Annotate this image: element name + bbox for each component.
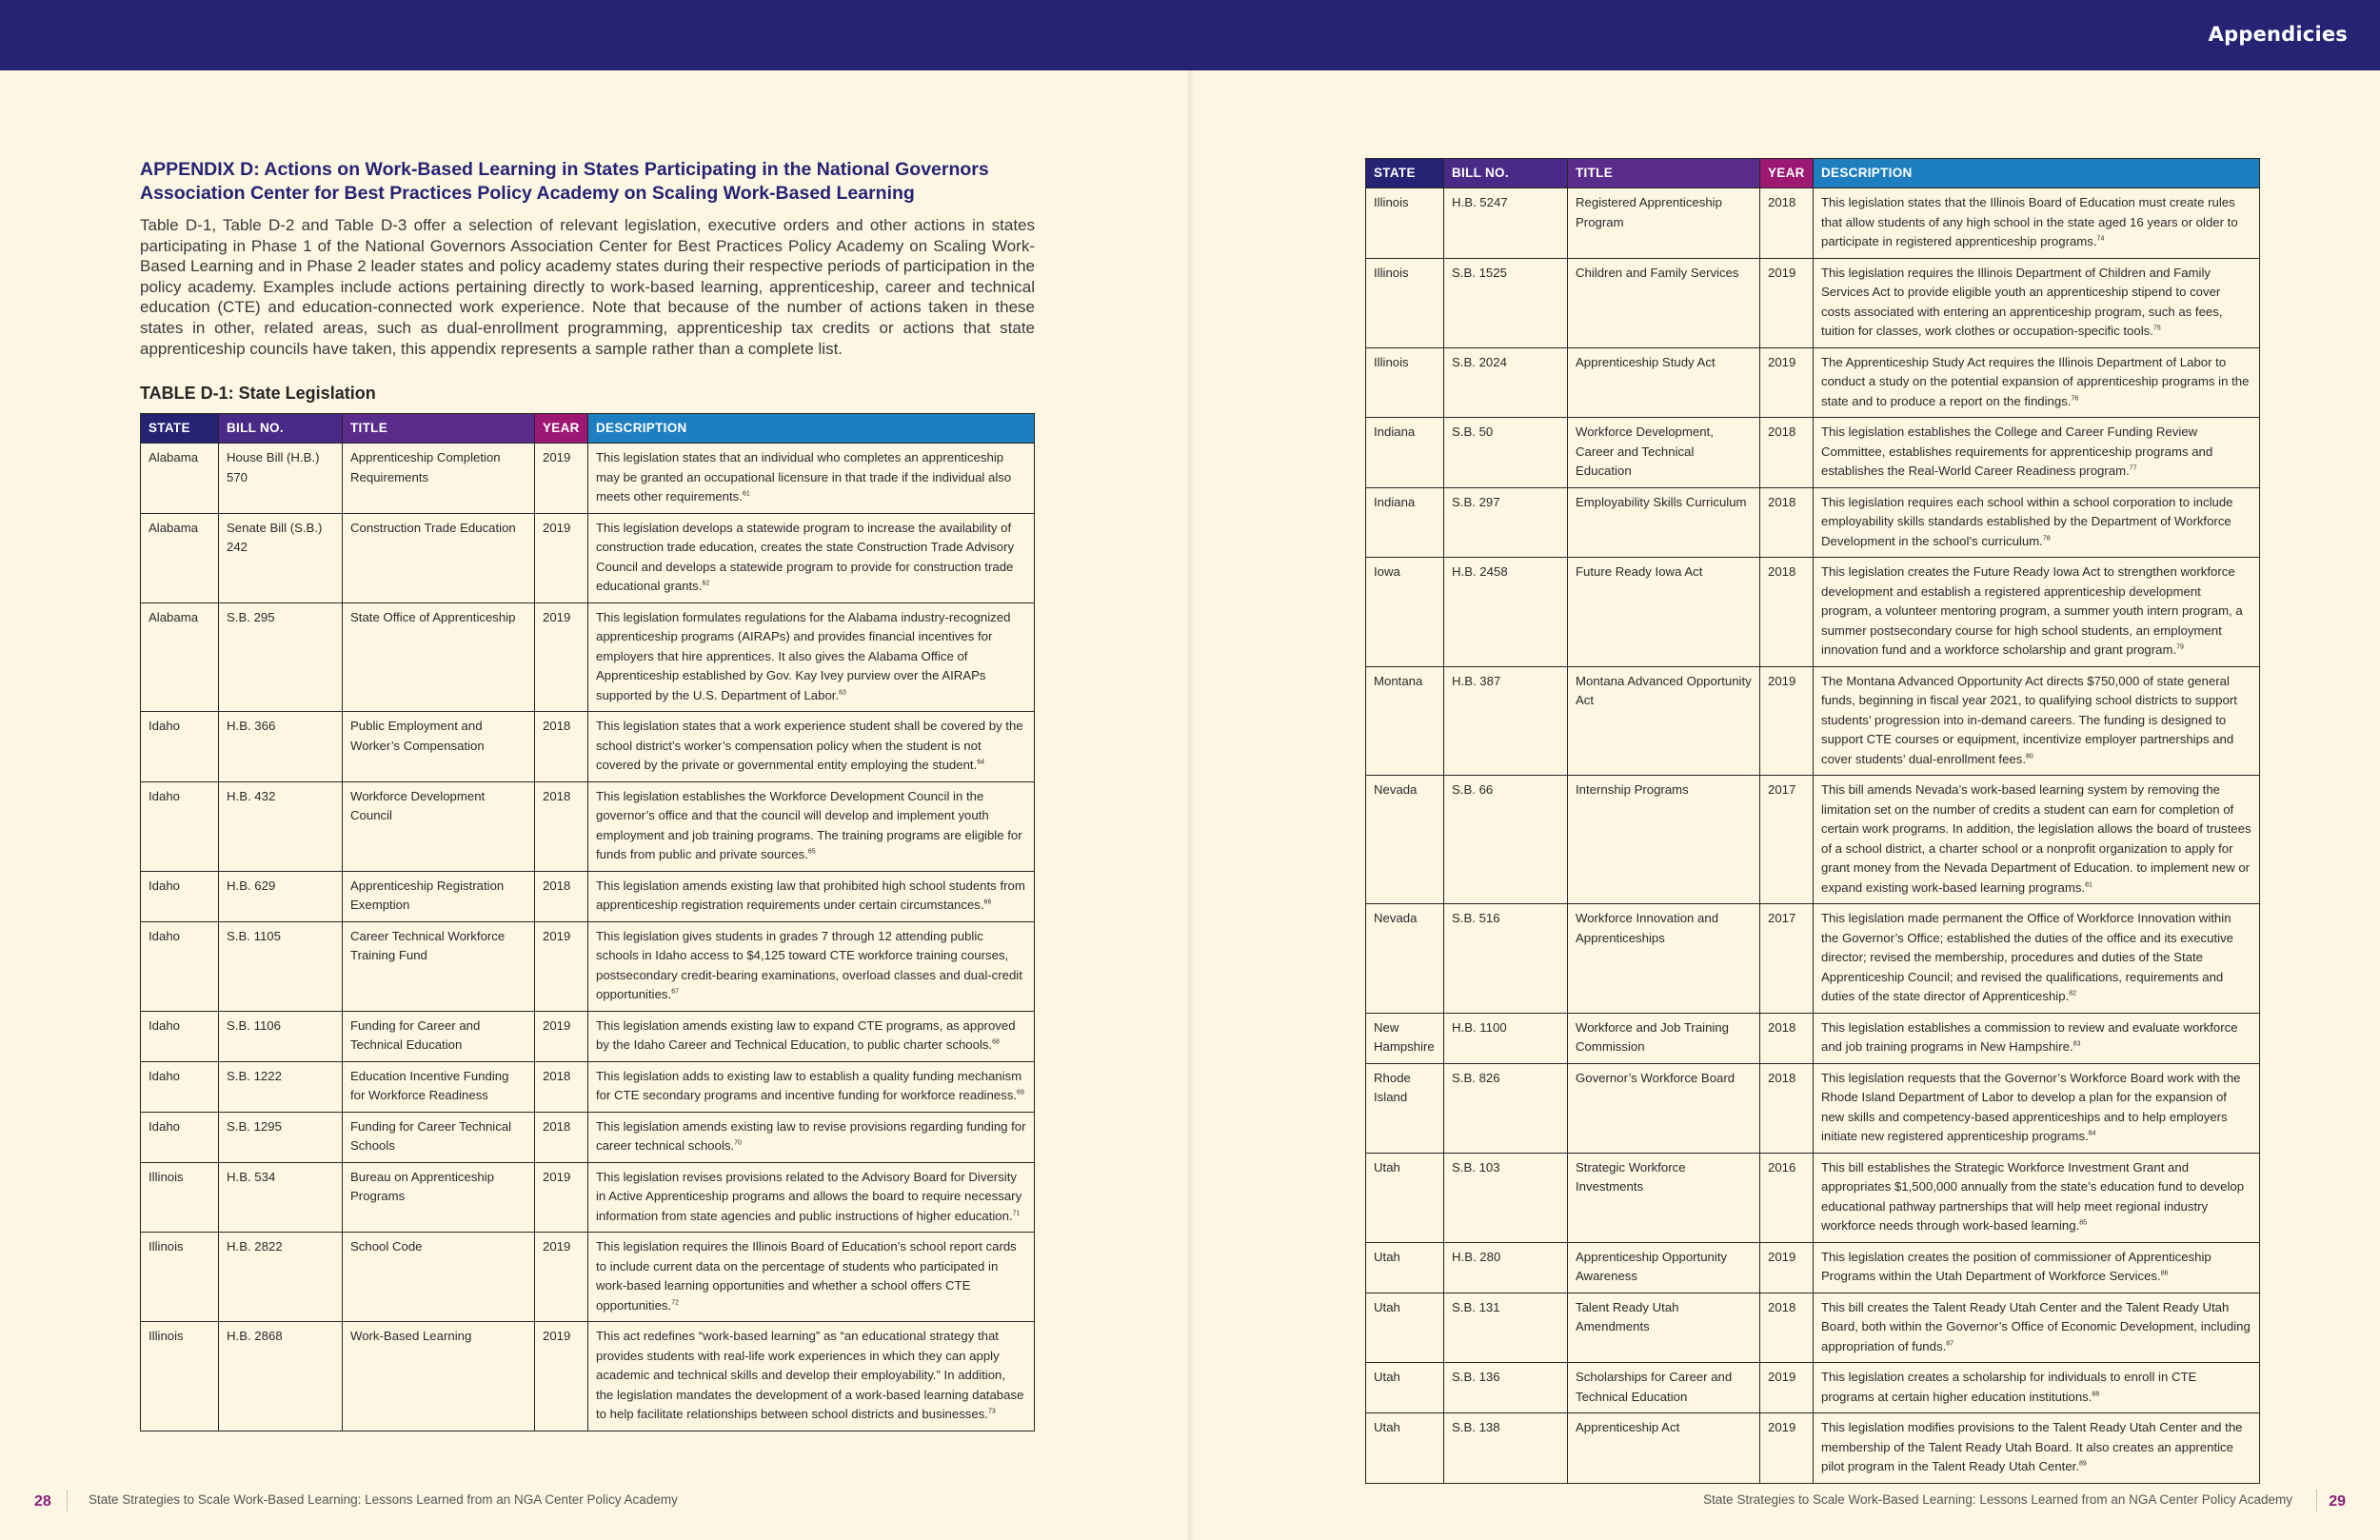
cell-title: School Code [343,1233,535,1322]
cell-title: Scholarships for Career and Technical Education [1568,1363,1760,1413]
description-text: This legislation amends existing law to expand CTE programs, as approved by the Idaho Career and Technical Education, to public charter schools. [596,1017,1016,1053]
description-text: This legislation states that an individual who completes an apprenticeship may be granted an occupational licensure in that trade if the individual also meets other requirements. [596,450,1012,504]
cell-description [588,1162,1035,1233]
description-text: This legislation requires each school within a school corporation to include employability skills standards established by the Department of Workforce Development in the school’s curriculum. [1821,494,2233,548]
cell-title: Construction Trade Education [343,513,535,602]
table-row [1366,1013,2260,1063]
cell-state: Utah [1366,1363,1444,1413]
cell-description [588,1112,1035,1162]
description-text: This legislation gives students in grades 7 through 12 attending public schools in Idaho access to $4,125 toward CTE workforce training courses, postsecondary credit-bearing examinations, overload classes and dual-credit opportunities. [596,928,1022,1002]
table-row [141,513,1035,602]
footnote-marker: 68 [992,1038,1000,1046]
footnote-marker: 73 [987,1408,996,1415]
table-row [141,1322,1035,1431]
footnote-marker: 89 [2079,1460,2087,1468]
cell-title: Apprenticeship Completion Requirements [343,444,535,514]
cell-bill-number: Senate Bill (S.B.) 242 [219,513,343,602]
footnote-marker: 86 [2160,1270,2169,1277]
footnote-marker: 79 [2176,643,2184,651]
table-row [1366,1363,2260,1413]
cell-state: Iowa [1366,558,1444,667]
cell-state: Illinois [141,1162,219,1233]
cell-state: Idaho [141,921,219,1011]
cell-description [1814,1013,2260,1063]
column-header-title: TITLE [343,414,535,444]
cell-year: 2018 [535,781,588,871]
cell-state: Rhode Island [1366,1063,1444,1153]
cell-title: Internship Programs [1568,776,1760,904]
cell-description [588,513,1035,602]
footnote-marker: 77 [2129,464,2137,472]
cell-title: Funding for Career Technical Schools [343,1112,535,1162]
description-text: The Montana Advanced Opportunity Act directs $750,000 of state general funds, beginning in fiscal year 2021, to qualifying school districts to support students’ progression into in-demand careers. The funding is designed to support CTE courses or equipment, incentivize employer partnerships and cover students’ dual-enrollment fees. [1821,673,2237,766]
legislation-table-left [140,413,1035,1431]
cell-bill-number: S.B. 50 [1444,418,1568,488]
footnote-marker: 69 [1017,1089,1024,1096]
table-header-row [1366,159,2260,188]
cell-description [588,921,1035,1011]
legislation-table-right [1365,158,2260,1484]
cell-title: Workforce and Job Training Commission [1568,1013,1760,1063]
cell-year: 2017 [1760,904,1814,1014]
footer-divider-right [2316,1491,2318,1511]
footnote-marker: 63 [839,689,846,697]
cell-state: Idaho [141,871,219,921]
footer-title-left: State Strategies to Scale Work-Based Learning: Lessons Learned from an NGA Center Policy Academy [89,1492,678,1507]
table-row [141,781,1035,871]
description-text: This legislation establishes the Workforce Development Council in the governor’s office and that the council will develop and implement youth employment and job training programs. The training programs are eligible for funds from public and private sources. [596,788,1022,862]
column-header-description: DESCRIPTION [1814,159,2260,188]
cell-year: 2019 [1760,1413,1814,1484]
description-text: This legislation requires the Illinois Board of Education’s school report cards to include current data on the percentage of students who participated in work-based learning opportunities and whether a school offers CTE opportunities. [596,1239,1017,1313]
footer-divider-left [67,1491,69,1511]
description-text: This legislation modifies provisions to the Talent Ready Utah Center and the membership of the Talent Ready Utah Board. It also creates an apprentice pilot program in the Talent Ready Utah Center. [1821,1420,2243,1473]
cell-description [588,444,1035,514]
cell-year: 2019 [535,602,588,712]
cell-state: Nevada [1366,904,1444,1014]
cell-title: Apprenticeship Act [1568,1413,1760,1484]
cell-bill-number: H.B. 1100 [1444,1013,1568,1063]
cell-year: 2019 [535,921,588,1011]
footer-title-right: State Strategies to Scale Work-Based Learning: Lessons Learned from an NGA Center Policy Academy [1703,1492,2292,1507]
cell-year: 2019 [1760,258,1814,347]
cell-year: 2018 [1760,558,1814,667]
column-header-description: DESCRIPTION [588,414,1035,444]
cell-year: 2018 [1760,418,1814,488]
cell-state: Idaho [141,712,219,782]
description-text: This legislation states that the Illinois Board of Education must create rules that allow students of any high school in the state aged 16 years or older to participate in registered apprenticeship programs. [1821,195,2238,248]
cell-bill-number: S.B. 103 [1444,1153,1568,1242]
cell-state: Utah [1366,1413,1444,1484]
column-header-state: STATE [141,414,219,444]
cell-state: Idaho [141,1011,219,1061]
cell-bill-number: S.B. 295 [219,602,343,712]
cell-state: Utah [1366,1153,1444,1242]
cell-title: Apprenticeship Opportunity Awareness [1568,1242,1760,1293]
table-row [1366,1293,2260,1363]
description-text: This bill creates the Talent Ready Utah Center and the Talent Ready Utah Board, both within the Governor’s Office of Economic Development, including appropriation of funds. [1821,1299,2251,1353]
cell-year: 2018 [1760,487,1814,558]
cell-year: 2019 [535,1233,588,1322]
table-row [1366,1242,2260,1293]
left-page [140,158,1035,1431]
cell-year: 2019 [1760,666,1814,776]
footnote-marker: 85 [2079,1219,2088,1227]
cell-bill-number: S.B. 516 [1444,904,1568,1014]
cell-bill-number: S.B. 1295 [219,1112,343,1162]
cell-year: 2018 [1760,1063,1814,1153]
cell-title: Education Incentive Funding for Workforce Readiness [343,1061,535,1112]
cell-description [1814,666,2260,776]
cell-description [588,602,1035,712]
cell-bill-number: S.B. 66 [1444,776,1568,904]
description-text: This legislation creates a scholarship for individuals to enroll in CTE programs at certain higher education institutions. [1821,1370,2197,1404]
cell-year: 2019 [1760,1242,1814,1293]
cell-description [1814,1242,2260,1293]
description-text: This legislation amends existing law that prohibited high school students from apprenticeship registration requirements under certain circumstances. [596,878,1025,913]
cell-state: Nevada [1366,776,1444,904]
cell-description [588,871,1035,921]
appendix-title: APPENDIX D: Actions on Work-Based Learning in States Participating in the National Governors Association Center for Best Practices Policy Academy on Scaling Work-Based Learning [140,159,989,204]
cell-bill-number: H.B. 387 [1444,666,1568,776]
cell-bill-number: House Bill (H.B.) 570 [219,444,343,514]
description-text: This legislation creates the Future Ready Iowa Act to strengthen workforce development and establish a registered apprenticeship development program, a volunteer mentoring program, a summer youth intern program, a summer postsecondary course for high school students, an employment innovation fund and a workforce scholarship and grant program. [1821,564,2243,657]
cell-year: 2018 [535,871,588,921]
cell-title: Apprenticeship Study Act [1568,347,1760,418]
cell-state: Utah [1366,1242,1444,1293]
table-row [141,444,1035,514]
description-text: This legislation adds to existing law to establish a quality funding mechanism for CTE secondary programs and incentive funding for workforce readiness. [596,1068,1022,1103]
cell-state: Idaho [141,781,219,871]
cell-title: Strategic Workforce Investments [1568,1153,1760,1242]
cell-bill-number: H.B. 2458 [1444,558,1568,667]
description-text: This legislation establishes a commission to review and evaluate workforce and job training programs in New Hampshire. [1821,1019,2238,1054]
table-header-row [141,414,1035,444]
column-header-title: TITLE [1568,159,1760,188]
footnote-marker: 67 [671,988,679,996]
cell-year: 2018 [1760,1013,1814,1063]
cell-title: Registered Apprenticeship Program [1568,188,1760,259]
cell-title: Public Employment and Worker’s Compensation [343,712,535,782]
table-row [1366,666,2260,776]
cell-bill-number: S.B. 1106 [219,1011,343,1061]
cell-title: Career Technical Workforce Training Fund [343,921,535,1011]
cell-bill-number: S.B. 826 [1444,1063,1568,1153]
cell-title: Employability Skills Curriculum [1568,487,1760,558]
column-header-bill: BILL NO. [1444,159,1568,188]
cell-title: Future Ready Iowa Act [1568,558,1760,667]
cell-year: 2019 [1760,1363,1814,1413]
cell-year: 2018 [535,1112,588,1162]
table-row [1366,188,2260,259]
cell-description [1814,776,2260,904]
description-text: This legislation amends existing law to revise provisions regarding funding for career technical schools. [596,1118,1026,1154]
cell-bill-number: H.B. 366 [219,712,343,782]
cell-year: 2018 [535,1061,588,1112]
cell-bill-number: H.B. 432 [219,781,343,871]
description-text: This legislation develops a statewide program to increase the availability of construction trade education, creates the state Construction Trade Advisory Council and develops a statewide program to provide for construction trade educational grants. [596,520,1015,594]
table-caption: TABLE D-1: State Legislation [140,384,376,404]
cell-description [588,1322,1035,1431]
table-row [141,1011,1035,1061]
cell-bill-number: H.B. 2868 [219,1322,343,1431]
description-text: This legislation made permanent the Office of Workforce Innovation within the Governor’s Office; established the duties of the office and its executive director; revised the membership, procedures and duties of the State Apprenticeship Council; and revised the qualifications, requirements and duties of the state director of Apprenticeship. [1821,911,2234,1003]
cell-state: New Hampshire [1366,1013,1444,1063]
description-text: This legislation formulates regulations for the Alabama industry-recognized apprenticeship programs (AIRAPs) and provides financial incentives for employers that hire apprentices. It also gives the Alabama Office of Apprenticeship established by Gov. Kay Ivey purview over the AIRAPs supported by the U.S. Department of Labor. [596,609,1011,702]
cell-bill-number: S.B. 1525 [1444,258,1568,347]
cell-bill-number: H.B. 5247 [1444,188,1568,259]
cell-description [1814,1063,2260,1153]
description-text: The Apprenticeship Study Act requires the Illinois Department of Labor to conduct a study on the potential expansion of apprenticeship programs in the state and to produce a report on the findings. [1821,354,2250,408]
cell-year: 2018 [1760,1293,1814,1363]
column-header-year: YEAR [535,414,588,444]
cell-year: 2019 [535,1162,588,1233]
footnote-marker: 64 [977,759,985,766]
footnote-marker: 80 [2026,753,2033,760]
cell-bill-number: H.B. 534 [219,1162,343,1233]
cell-state: Illinois [1366,258,1444,347]
cell-state: Idaho [141,1061,219,1112]
footnote-marker: 82 [2069,990,2077,997]
table-row [1366,258,2260,347]
description-text: This legislation revises provisions related to the Advisory Board for Diversity in Active Apprenticeship programs and allows the board to require necessary information from state agencies and public instructions of higher education. [596,1169,1022,1223]
table-row [141,1061,1035,1112]
table-row [1366,904,2260,1014]
table-row [141,921,1035,1011]
cell-year: 2018 [535,712,588,782]
column-header-state: STATE [1366,159,1444,188]
cell-description [1814,1363,2260,1413]
column-header-year: YEAR [1760,159,1814,188]
cell-state: Idaho [141,1112,219,1162]
cell-title: Workforce Innovation and Apprenticeships [1568,904,1760,1014]
table-row [1366,1153,2260,1242]
cell-description [1814,1413,2260,1484]
page-number-right: 29 [2329,1493,2346,1510]
cell-title: Work-Based Learning [343,1322,535,1431]
cell-title: Governor’s Workforce Board [1568,1063,1760,1153]
description-text: This legislation establishes the College and Career Funding Review Committee, establishes requirements for apprenticeship programs and establishes the Real-World Career Readiness program. [1821,424,2213,478]
cell-state: Illinois [1366,188,1444,259]
footnote-marker: 65 [807,848,816,856]
table-row [141,1162,1035,1233]
cell-year: 2016 [1760,1153,1814,1242]
table-row [1366,487,2260,558]
cell-bill-number: S.B. 131 [1444,1293,1568,1363]
cell-bill-number: S.B. 1222 [219,1061,343,1112]
footnote-marker: 62 [702,580,710,587]
cell-bill-number: S.B. 1105 [219,921,343,1011]
cell-title: Talent Ready Utah Amendments [1568,1293,1760,1363]
right-page [1365,158,2260,1484]
cell-state: Alabama [141,513,219,602]
book-gutter [1186,70,1194,1540]
cell-title: Montana Advanced Opportunity Act [1568,666,1760,776]
cell-bill-number: H.B. 2822 [219,1233,343,1322]
cell-bill-number: H.B. 629 [219,871,343,921]
page-number-left: 28 [34,1493,51,1510]
cell-year: 2019 [535,1011,588,1061]
cell-state: Utah [1366,1293,1444,1363]
description-text: This act redefines “work-based learning” as “an educational strategy that provides students with real-life work experiences in which they can apply academic and technical skills and develop their employability.” In addition, the legislation mandates the development of a work-based learning database to help facilitate relationships between school districts and businesses. [596,1329,1024,1422]
cell-description [1814,258,2260,347]
table-row [141,712,1035,782]
description-text: This legislation states that a work experience student shall be covered by the school district’s worker’s compensation policy when the student is not covered by the private or governmental entity employing the student. [596,719,1023,773]
table-row [1366,558,2260,667]
cell-state: Illinois [1366,347,1444,418]
cell-description [588,781,1035,871]
footnote-marker: 81 [2085,881,2092,889]
cell-state: Indiana [1366,487,1444,558]
description-text: This legislation requests that the Governor’s Workforce Board work with the Rhode Island Department of Labor to develop a plan for the expansion of new skills and competency-based apprenticeships and to help employers initiate new registered apprenticeship programs. [1821,1070,2241,1143]
cell-description [588,1061,1035,1112]
footnote-marker: 84 [2088,1130,2096,1137]
cell-year: 2019 [535,513,588,602]
description-text: This legislation requires the Illinois Department of Children and Family Services Act to provide eligible youth an apprenticeship stipend to cover costs associated with entering an apprenticeship program, such as fees, tuition for classes, work clothes or occupation-specific tools. [1821,265,2223,338]
header-bar [0,0,2380,70]
cell-bill-number: S.B. 136 [1444,1363,1568,1413]
intro-paragraph: Table D-1, Table D-2 and Table D-3 offer a selection of relevant legislation, executive orders and other actions in states participating in Phase 1 of the National Governors Association Center for Best Practices Policy Academy on Scaling Work-Based Learning and in Phase 2 leader states and policy academy states during their respective periods of participation in the policy academy. Examples include actions pertaining directly to work-based learning, apprenticeship, career and technical education (CTE) and education-connected work experience. Note that because of the number of actions taken in these states in other, related areas, such as dual-enrollment programming, apprenticeship tax credits or actions that state apprenticeship councils have taken, this appendix represents a sample rather than a complete list. [140,216,1035,358]
cell-state: Indiana [1366,418,1444,488]
footnote-marker: 71 [1012,1210,1021,1217]
footnote-marker: 61 [742,490,750,498]
cell-title: Apprenticeship Registration Exemption [343,871,535,921]
cell-description [588,1233,1035,1322]
cell-description [1814,558,2260,667]
cell-state: Illinois [141,1322,219,1431]
cell-year: 2019 [535,1322,588,1431]
table-row [1366,1413,2260,1484]
table-row [1366,418,2260,488]
section-title: Appendicies [2208,23,2348,46]
cell-year: 2017 [1760,776,1814,904]
footnote-marker: 70 [734,1139,742,1147]
cell-description [588,1011,1035,1061]
cell-title: Workforce Development, Career and Technical Education [1568,418,1760,488]
cell-title: State Office of Apprenticeship [343,602,535,712]
cell-state: Alabama [141,444,219,514]
footnote-marker: 66 [983,898,992,906]
cell-title: Funding for Career and Technical Education [343,1011,535,1061]
cell-description [1814,1293,2260,1363]
table-row [141,871,1035,921]
description-text: This bill amends Nevada’s work-based learning system by removing the limitation set on the number of credits a student can earn for completion of certain work programs. In addition, the legislation allows the board of trustees of a school district, a charter school or a nonprofit organization to apply for grant money from the Nevada Department of Education. to implement new or expand existing work-based learning programs. [1821,782,2251,895]
cell-description [1814,188,2260,259]
footnote-marker: 76 [2071,395,2079,403]
description-text: This bill establishes the Strategic Workforce Investment Grant and appropriates $1,500,000 annually from the state’s education fund to develop educational pathway partnerships that will help meet regional industry workforce needs through work-based learning. [1821,1159,2245,1233]
cell-state: Montana [1366,666,1444,776]
cell-year: 2019 [1760,347,1814,418]
cell-year: 2019 [535,444,588,514]
cell-bill-number: S.B. 297 [1444,487,1568,558]
footnote-marker: 72 [671,1299,679,1307]
cell-description [1814,904,2260,1014]
description-text: This legislation creates the position of commissioner of Apprenticeship Programs within the Utah Department of Workforce Services. [1821,1249,2211,1283]
column-header-bill: BILL NO. [219,414,343,444]
footnote-marker: 87 [1946,1340,1954,1348]
table-row [1366,776,2260,904]
cell-bill-number: S.B. 138 [1444,1413,1568,1484]
table-row [141,602,1035,712]
cell-description [1814,418,2260,488]
cell-description [588,712,1035,782]
table-row [1366,347,2260,418]
table-row [1366,1063,2260,1153]
cell-title: Workforce Development Council [343,781,535,871]
cell-year: 2018 [1760,188,1814,259]
footnote-marker: 83 [2073,1040,2081,1048]
cell-state: Illinois [141,1233,219,1322]
cell-description [1814,1153,2260,1242]
table-row [141,1112,1035,1162]
footnote-marker: 88 [2092,1391,2100,1398]
footnote-marker: 78 [2042,535,2051,543]
cell-bill-number: S.B. 2024 [1444,347,1568,418]
cell-description [1814,487,2260,558]
footnote-marker: 75 [2152,325,2161,332]
table-row [141,1233,1035,1322]
footnote-marker: 74 [2096,235,2105,243]
cell-title: Children and Family Services [1568,258,1760,347]
cell-bill-number: H.B. 280 [1444,1242,1568,1293]
cell-state: Alabama [141,602,219,712]
cell-description [1814,347,2260,418]
cell-title: Bureau on Apprenticeship Programs [343,1162,535,1233]
